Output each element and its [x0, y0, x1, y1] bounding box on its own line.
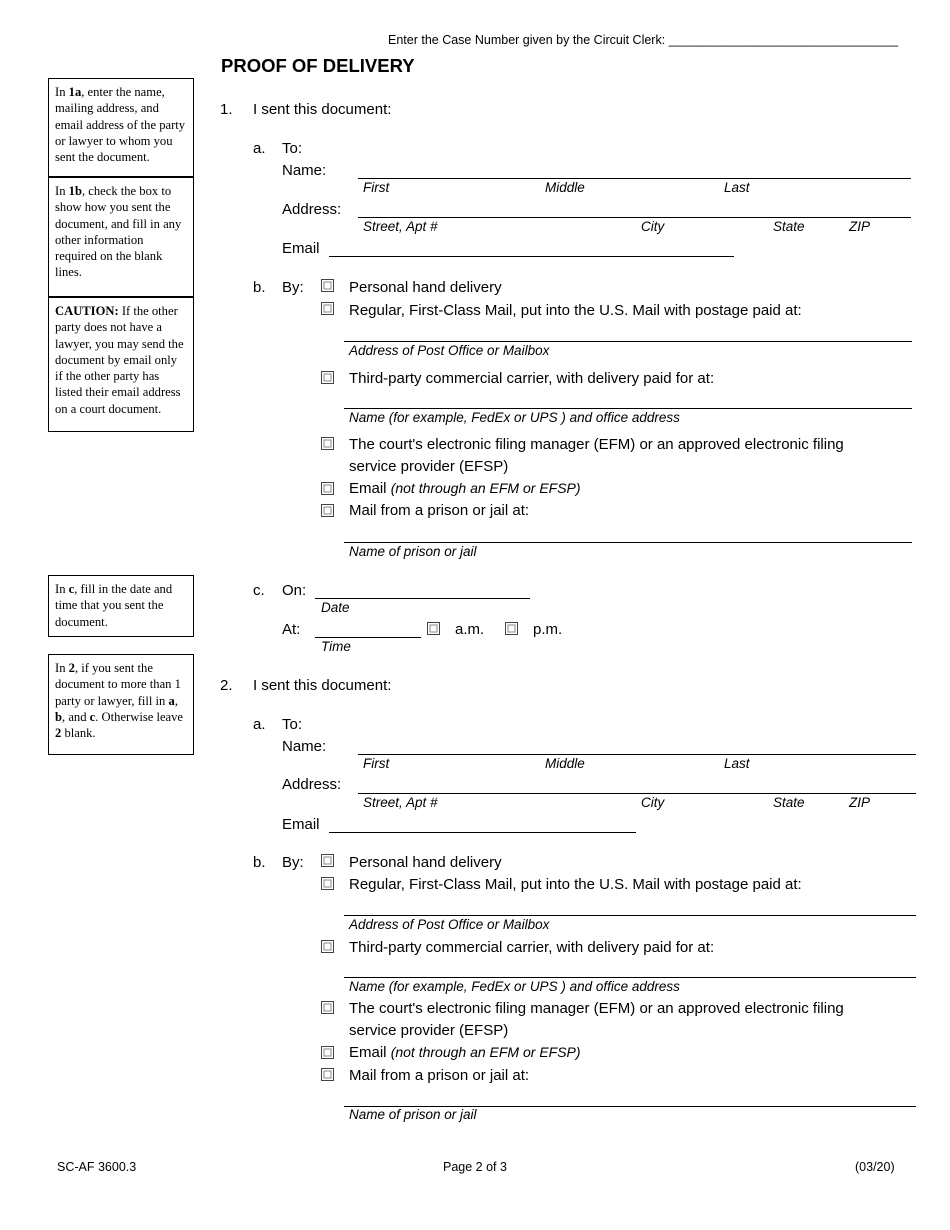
checkbox-email[interactable]: [321, 482, 334, 495]
carrier-caption: Name (for example, FedEx or UPS ) and office address: [349, 979, 680, 994]
city-caption: City: [641, 219, 665, 234]
section-2-heading: I sent this document:: [253, 677, 392, 694]
case-number-prompt: Enter the Case Number given by the Circuit Clerk: _________________________________: [388, 33, 899, 47]
option-hand-delivery: Personal hand delivery: [349, 279, 502, 296]
address-input-line[interactable]: [358, 793, 916, 794]
email-input-line[interactable]: [329, 256, 734, 257]
option-email: Email (not through an EFM or EFSP): [349, 1044, 581, 1061]
checkbox-pm[interactable]: [505, 622, 518, 635]
item-b-marker: b.: [253, 279, 266, 296]
item-a-marker: a.: [253, 716, 266, 733]
checkbox-am[interactable]: [427, 622, 440, 635]
last-caption: Last: [724, 180, 750, 195]
item-a-marker: a.: [253, 140, 266, 157]
email-label: Email: [282, 816, 320, 833]
at-label: At:: [282, 621, 301, 638]
option-prison-mail: Mail from a prison or jail at:: [349, 1067, 530, 1084]
checkbox-first-class-mail[interactable]: [321, 877, 334, 890]
am-label: a.m.: [455, 621, 485, 638]
revision-date: (03/20): [855, 1160, 895, 1174]
date-caption: Date: [321, 600, 350, 615]
instruction-box-1b: In 1b, check the box to show how you sent the document, and fill in any other information required on the blank lines.: [48, 177, 194, 297]
email-label: Email: [282, 240, 320, 257]
checkbox-email[interactable]: [321, 1046, 334, 1059]
name-label: Name:: [282, 162, 327, 179]
by-label: By:: [282, 279, 304, 296]
section-2-number: 2.: [220, 677, 233, 694]
page-number: Page 2 of 3: [443, 1160, 507, 1174]
option-email: Email (not through an EFM or EFSP): [349, 480, 581, 497]
address-input-line[interactable]: [358, 217, 911, 218]
prison-caption: Name of prison or jail: [349, 544, 477, 559]
item-b-marker: b.: [253, 854, 266, 871]
prison-caption: Name of prison or jail: [349, 1107, 477, 1122]
post-office-input-line[interactable]: [344, 341, 912, 342]
pm-label: p.m.: [533, 621, 563, 638]
carrier-input-line[interactable]: [344, 408, 912, 409]
option-efm-line2: service provider (EFSP): [349, 458, 509, 475]
middle-caption: Middle: [545, 180, 585, 195]
instruction-box-c: In c, fill in the date and time that you sent the document.: [48, 575, 194, 637]
option-prison-mail: Mail from a prison or jail at:: [349, 502, 530, 519]
instruction-box-1a: In 1a, enter the name, mailing address, and email address of the party or lawyer to whom you sent the document.: [48, 78, 194, 177]
carrier-caption: Name (for example, FedEx or UPS ) and office address: [349, 410, 680, 425]
option-commercial-carrier: Third-party commercial carrier, with delivery paid for at:: [349, 370, 715, 387]
instruction-box-caution: CAUTION: If the other party does not have a lawyer, you may send the document by email only if the other party has listed their email address on a court document.: [48, 297, 194, 432]
name-input-line[interactable]: [358, 178, 911, 179]
option-hand-delivery: Personal hand delivery: [349, 854, 502, 871]
street-caption: Street, Apt #: [363, 219, 438, 234]
state-caption: State: [773, 219, 805, 234]
to-label: To:: [282, 140, 303, 157]
option-first-class-mail: Regular, First-Class Mail, put into the U.S. Mail with postage paid at:: [349, 876, 802, 893]
email-input-line[interactable]: [329, 832, 636, 833]
checkbox-prison-mail[interactable]: [321, 504, 334, 517]
first-caption: First: [363, 756, 390, 771]
form-id: SC-AF 3600.3: [57, 1160, 137, 1174]
time-caption: Time: [321, 639, 351, 654]
checkbox-hand-delivery[interactable]: [321, 279, 334, 292]
last-caption: Last: [724, 756, 750, 771]
section-1-heading: I sent this document:: [253, 101, 392, 118]
post-office-input-line[interactable]: [344, 915, 916, 916]
email-note: (not through an EFM or EFSP): [390, 1044, 581, 1060]
state-caption: State: [773, 795, 805, 810]
by-label: By:: [282, 854, 304, 871]
option-efm-line1: The court's electronic filing manager (EFM) or an approved electronic filing: [349, 1000, 844, 1017]
checkbox-prison-mail[interactable]: [321, 1068, 334, 1081]
first-caption: First: [363, 180, 390, 195]
carrier-input-line[interactable]: [344, 977, 916, 978]
option-efm-line1: The court's electronic filing manager (EFM) or an approved electronic filing: [349, 436, 844, 453]
zip-caption: ZIP: [849, 219, 871, 234]
street-caption: Street, Apt #: [363, 795, 438, 810]
to-label: To:: [282, 716, 303, 733]
city-caption: City: [641, 795, 665, 810]
post-office-caption: Address of Post Office or Mailbox: [349, 917, 550, 932]
post-office-caption: Address of Post Office or Mailbox: [349, 343, 550, 358]
option-first-class-mail: Regular, First-Class Mail, put into the U.S. Mail with postage paid at:: [349, 302, 802, 319]
checkbox-efm[interactable]: [321, 437, 334, 450]
page-title: PROOF OF DELIVERY: [221, 55, 415, 76]
item-c-marker: c.: [253, 582, 265, 599]
option-efm-line2: service provider (EFSP): [349, 1022, 509, 1039]
checkbox-first-class-mail[interactable]: [321, 302, 334, 315]
checkbox-hand-delivery[interactable]: [321, 854, 334, 867]
case-number-blank[interactable]: _________________________________: [668, 33, 899, 47]
option-commercial-carrier: Third-party commercial carrier, with delivery paid for at:: [349, 939, 715, 956]
checkbox-efm[interactable]: [321, 1001, 334, 1014]
name-input-line[interactable]: [358, 754, 916, 755]
on-label: On:: [282, 582, 307, 599]
checkbox-commercial-carrier[interactable]: [321, 940, 334, 953]
zip-caption: ZIP: [849, 795, 871, 810]
section-1-number: 1.: [220, 101, 233, 118]
name-label: Name:: [282, 738, 327, 755]
email-note: (not through an EFM or EFSP): [390, 480, 581, 496]
middle-caption: Middle: [545, 756, 585, 771]
date-input-line[interactable]: [315, 598, 530, 599]
checkbox-commercial-carrier[interactable]: [321, 371, 334, 384]
prison-input-line[interactable]: [344, 542, 912, 543]
address-label: Address:: [282, 201, 342, 218]
address-label: Address:: [282, 776, 342, 793]
time-input-line[interactable]: [315, 637, 421, 638]
instruction-box-2: In 2, if you sent the document to more than 1 party or lawyer, fill in a, b, and c. Otherwise leave 2 blank.: [48, 654, 194, 755]
